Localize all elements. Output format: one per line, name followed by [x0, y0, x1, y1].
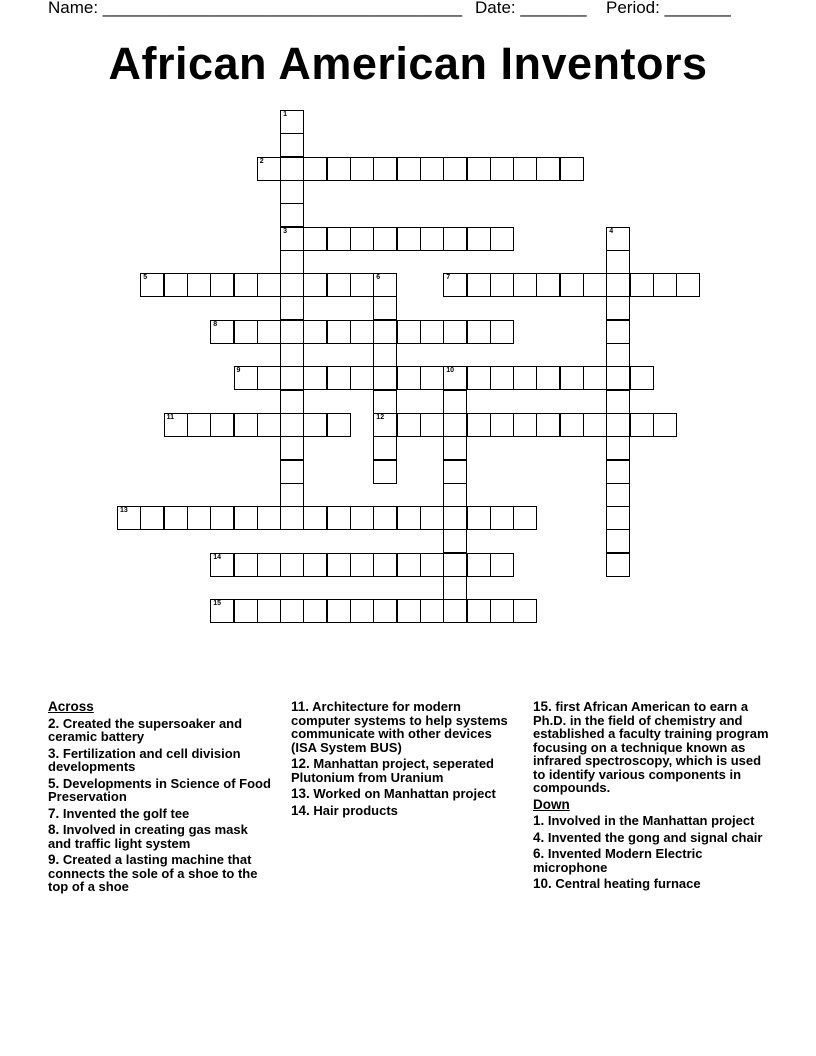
crossword-cell[interactable]	[490, 157, 514, 181]
crossword-cell[interactable]	[513, 366, 537, 390]
clue-number-label: 6	[376, 274, 381, 282]
crossword-cell[interactable]	[560, 413, 584, 437]
crossword-cell[interactable]	[420, 506, 444, 530]
clue-number: 7.	[48, 805, 60, 821]
crossword-cell[interactable]	[350, 273, 374, 297]
crossword-cell[interactable]	[653, 413, 677, 437]
crossword-cell[interactable]	[443, 227, 467, 251]
down-heading: Down	[533, 796, 570, 812]
crossword-cell[interactable]	[257, 506, 281, 530]
crossword-cell[interactable]	[467, 599, 491, 623]
crossword-cell[interactable]	[420, 553, 444, 577]
period-field[interactable]: Period: _______	[606, 0, 731, 17]
crossword-cell[interactable]	[280, 460, 304, 484]
crossword-cell[interactable]	[373, 506, 397, 530]
crossword-cell[interactable]	[606, 390, 630, 414]
crossword-cell[interactable]	[606, 506, 630, 530]
clue-text: Central heating furnace	[551, 876, 701, 891]
clue-number: 3.	[48, 745, 60, 761]
clue-number-label: 4	[609, 227, 614, 235]
crossword-cell[interactable]	[397, 413, 421, 437]
crossword-cell[interactable]	[303, 366, 327, 390]
clue-number-label: 9	[236, 367, 241, 375]
crossword-cell[interactable]	[420, 227, 444, 251]
crossword-cell[interactable]	[560, 157, 584, 181]
crossword-cell[interactable]	[630, 366, 654, 390]
crossword-cell[interactable]	[210, 599, 234, 623]
crossword-cell[interactable]	[257, 273, 281, 297]
crossword-cell[interactable]	[513, 506, 537, 530]
crossword-cell[interactable]	[630, 413, 654, 437]
clue-number: 15.	[533, 699, 552, 714]
clue-item	[291, 700, 516, 754]
crossword-cell[interactable]	[467, 320, 491, 344]
crossword-cell[interactable]	[443, 529, 467, 553]
crossword-cell[interactable]	[583, 366, 607, 390]
clue-number-label: 15	[213, 600, 221, 608]
clue-number-label: 12	[376, 413, 385, 421]
crossword-cell[interactable]	[280, 273, 304, 297]
crossword-cell[interactable]	[536, 413, 560, 437]
crossword-cell[interactable]	[443, 553, 467, 577]
crossword-cell[interactable]	[513, 599, 537, 623]
crossword-cell[interactable]	[234, 320, 258, 344]
crossword-cell[interactable]	[187, 273, 211, 297]
clue-item	[533, 700, 771, 795]
crossword-cell[interactable]	[350, 227, 374, 251]
clue-number: 6.	[533, 846, 545, 861]
crossword-cell[interactable]	[630, 273, 654, 297]
crossword-cell[interactable]	[280, 157, 304, 181]
crossword-cell[interactable]	[234, 413, 258, 437]
crossword-cell[interactable]	[606, 227, 630, 251]
crossword-cell[interactable]	[443, 273, 467, 297]
crossword-cell[interactable]	[327, 413, 351, 437]
crossword-cell[interactable]	[280, 343, 304, 367]
crossword-cell[interactable]	[164, 273, 188, 297]
crossword-cell[interactable]	[606, 436, 630, 460]
crossword-cell[interactable]	[373, 366, 397, 390]
crossword-cell[interactable]	[560, 366, 584, 390]
clue-number-label: 1	[283, 111, 287, 118]
crossword-cell[interactable]	[490, 413, 514, 437]
crossword-cell[interactable]	[280, 180, 304, 204]
crossword-cell[interactable]	[350, 506, 374, 530]
crossword-cell[interactable]	[443, 390, 467, 414]
crossword-cell[interactable]	[280, 227, 304, 251]
crossword-cell[interactable]	[210, 506, 234, 530]
crossword-cell[interactable]	[513, 413, 537, 437]
crossword-cell[interactable]	[140, 273, 164, 297]
clue-item	[291, 757, 516, 784]
crossword-cell[interactable]	[280, 133, 304, 157]
crossword-cell[interactable]	[443, 366, 467, 390]
crossword-cell[interactable]	[327, 599, 351, 623]
crossword-cell[interactable]	[280, 366, 304, 390]
crossword-cell[interactable]	[280, 506, 304, 530]
crossword-cell[interactable]	[280, 110, 304, 134]
crossword-cell[interactable]	[397, 320, 421, 344]
clue-text: first African American to earn a Ph.D. in the field of chemistry and established a faculty training program focusing on a technique known as infrared spectroscopy, which is used to identify various components in compounds.	[533, 699, 769, 795]
crossword-cell[interactable]	[187, 413, 211, 437]
crossword-cell[interactable]	[327, 553, 351, 577]
clue-number: 11.	[291, 699, 310, 714]
crossword-cell[interactable]	[280, 436, 304, 460]
crossword-cell[interactable]	[280, 320, 304, 344]
crossword-cell[interactable]	[350, 366, 374, 390]
crossword-cell[interactable]	[536, 273, 560, 297]
crossword-cell[interactable]	[467, 227, 491, 251]
crossword-cell[interactable]	[606, 413, 630, 437]
crossword-cell[interactable]	[397, 506, 421, 530]
crossword-cell[interactable]	[373, 390, 397, 414]
crossword-cell[interactable]	[280, 390, 304, 414]
clue-number-label: 11	[166, 413, 174, 421]
crossword-cell[interactable]	[303, 413, 327, 437]
crossword-cell[interactable]	[560, 273, 584, 297]
crossword-cell[interactable]	[583, 413, 607, 437]
date-field[interactable]: Date: _______	[475, 0, 587, 17]
crossword-cell[interactable]	[420, 157, 444, 181]
crossword-cell[interactable]	[303, 273, 327, 297]
crossword-cell[interactable]	[397, 157, 421, 181]
crossword-cell[interactable]	[373, 227, 397, 251]
crossword-cell[interactable]	[234, 273, 258, 297]
crossword-cell[interactable]	[606, 343, 630, 367]
crossword-cell[interactable]	[303, 157, 327, 181]
crossword-cell[interactable]	[164, 413, 188, 437]
crossword-cell[interactable]	[443, 576, 467, 600]
crossword-cell[interactable]	[606, 529, 630, 553]
crossword-cell[interactable]	[373, 460, 397, 484]
crossword-cell[interactable]	[234, 553, 258, 577]
clue-number-label: 14	[213, 553, 221, 561]
crossword-cell[interactable]	[443, 157, 467, 181]
crossword-cell[interactable]	[350, 553, 374, 577]
clue-text: Hair products	[309, 802, 398, 818]
clues-column-1	[48, 700, 273, 897]
crossword-cell[interactable]	[327, 320, 351, 344]
clue-number-label: 10	[446, 367, 454, 375]
clues-column-2	[291, 700, 516, 820]
crossword-cell[interactable]	[513, 273, 537, 297]
crossword-cell[interactable]	[117, 506, 141, 530]
clue-text: Developments in Science of Food Preservation	[48, 775, 271, 804]
crossword-cell[interactable]	[280, 250, 304, 274]
clue-text: Invented the gong and signal chair	[544, 829, 763, 845]
crossword-cell[interactable]	[490, 273, 514, 297]
crossword-cell[interactable]	[490, 506, 514, 530]
clue-number: 5.	[48, 775, 60, 791]
crossword-cell[interactable]	[140, 506, 164, 530]
clue-number: 10.	[533, 876, 552, 891]
clue-number: 1.	[533, 813, 545, 828]
crossword-cell[interactable]	[303, 599, 327, 623]
clue-number: 9.	[48, 852, 60, 867]
crossword-cell[interactable]	[606, 296, 630, 320]
crossword-cell[interactable]	[280, 296, 304, 320]
crossword-cell[interactable]	[653, 273, 677, 297]
crossword-cell[interactable]	[373, 157, 397, 181]
crossword-cell[interactable]	[490, 553, 514, 577]
crossword-cell[interactable]	[303, 320, 327, 344]
clue-item	[48, 853, 273, 894]
crossword-cell[interactable]	[490, 366, 514, 390]
crossword-cell[interactable]	[443, 506, 467, 530]
crossword-cell[interactable]	[676, 273, 700, 297]
crossword-cell[interactable]	[606, 553, 630, 577]
clue-number: 14.	[291, 802, 310, 818]
crossword-cell[interactable]	[280, 599, 304, 623]
crossword-cell[interactable]	[257, 599, 281, 623]
crossword-cell[interactable]	[234, 366, 258, 390]
crossword-cell[interactable]	[606, 273, 630, 297]
clue-text: Created the supersoaker and ceramic battery	[48, 715, 243, 744]
crossword-cell[interactable]	[210, 413, 234, 437]
clue-item	[48, 747, 273, 774]
crossword-cell[interactable]	[443, 460, 467, 484]
crossword-cell[interactable]	[373, 320, 397, 344]
crossword-cell[interactable]	[490, 227, 514, 251]
crossword-cell[interactable]	[397, 227, 421, 251]
crossword-cell[interactable]	[327, 506, 351, 530]
crossword-cell[interactable]	[467, 553, 491, 577]
crossword-cell[interactable]	[303, 506, 327, 530]
across-heading: Across	[48, 699, 94, 714]
clue-item	[533, 831, 771, 845]
crossword-cell[interactable]	[606, 320, 630, 344]
clue-number-label: 8	[213, 320, 218, 328]
clue-number: 2.	[48, 715, 60, 731]
crossword-cell[interactable]	[467, 506, 491, 530]
crossword-cell[interactable]	[536, 366, 560, 390]
crossword-cell[interactable]	[420, 413, 444, 437]
clue-item	[48, 717, 273, 744]
crossword-cell[interactable]	[234, 506, 258, 530]
clue-text: Worked on Manhattan project	[309, 786, 496, 801]
clue-text: Architecture for modern computer systems to help systems communicate with other devices (ISA System BUS)	[291, 699, 508, 755]
crossword-cell[interactable]	[443, 599, 467, 623]
clue-text: Involved in the Manhattan project	[544, 813, 755, 828]
clue-text: Invented the golf tee	[59, 805, 190, 821]
crossword-cell[interactable]	[327, 227, 351, 251]
page-title: African American Inventors	[108, 38, 708, 89]
crossword-cell[interactable]	[257, 366, 281, 390]
clues-column-3	[533, 700, 771, 894]
clue-text: Fertilization and cell division developments	[48, 745, 241, 774]
crossword-cell[interactable]	[187, 506, 211, 530]
crossword-cell[interactable]	[327, 157, 351, 181]
crossword-cell[interactable]	[490, 599, 514, 623]
crossword-cell[interactable]	[303, 553, 327, 577]
crossword-cell[interactable]	[280, 553, 304, 577]
crossword-cell[interactable]	[513, 157, 537, 181]
crossword-cell[interactable]	[164, 506, 188, 530]
clue-item	[291, 804, 516, 818]
crossword-cell[interactable]	[373, 413, 397, 437]
crossword-cell[interactable]	[420, 599, 444, 623]
crossword-cell[interactable]	[467, 413, 491, 437]
crossword-cell[interactable]	[373, 273, 397, 297]
clue-item	[533, 847, 771, 874]
crossword-cell[interactable]	[443, 483, 467, 507]
crossword-cell[interactable]	[467, 157, 491, 181]
crossword-cell[interactable]	[303, 227, 327, 251]
clue-number-label: 13	[120, 507, 128, 515]
crossword-cell[interactable]	[606, 483, 630, 507]
crossword-cell[interactable]	[420, 366, 444, 390]
clue-number: 8.	[48, 822, 60, 837]
crossword-cell[interactable]	[397, 553, 421, 577]
crossword-cell[interactable]	[443, 320, 467, 344]
crossword-cell[interactable]	[420, 320, 444, 344]
crossword-cell[interactable]	[327, 366, 351, 390]
crossword-cell[interactable]	[467, 366, 491, 390]
clue-item	[533, 814, 771, 828]
crossword-cell[interactable]	[257, 157, 281, 181]
crossword-cell[interactable]	[373, 599, 397, 623]
crossword-cell[interactable]	[210, 320, 234, 344]
clue-number-label: 3	[283, 227, 287, 235]
crossword-cell[interactable]	[373, 296, 397, 320]
clue-text: Created a lasting machine that connects the sole of a shoe to the top of a shoe	[48, 852, 258, 894]
crossword-cell[interactable]	[583, 273, 607, 297]
clue-number-label: 5	[143, 274, 148, 282]
crossword-cell[interactable]	[490, 320, 514, 344]
clue-item	[48, 777, 273, 804]
clue-number: 13.	[291, 786, 310, 801]
clue-item	[533, 877, 771, 891]
clue-item	[48, 807, 273, 821]
crossword-cell[interactable]	[373, 436, 397, 460]
crossword-cell[interactable]	[257, 413, 281, 437]
crossword-cell[interactable]	[373, 343, 397, 367]
crossword-cell[interactable]	[234, 599, 258, 623]
crossword-cell[interactable]	[350, 320, 374, 344]
crossword-cell[interactable]	[397, 366, 421, 390]
clue-text: Involved in creating gas mask and traffic light system	[48, 822, 248, 851]
clue-number: 12.	[291, 756, 310, 771]
crossword-cell[interactable]	[257, 320, 281, 344]
crossword-cell[interactable]	[350, 599, 374, 623]
clue-number-label: 7	[446, 274, 451, 282]
name-field[interactable]: Name: ______________________________________	[48, 0, 463, 17]
clue-text: Invented Modern Electric microphone	[533, 846, 703, 875]
crossword-cell[interactable]	[467, 273, 491, 297]
crossword-cell[interactable]	[373, 553, 397, 577]
crossword-cell[interactable]	[443, 436, 467, 460]
crossword-cell[interactable]	[443, 413, 467, 437]
clue-text: Manhattan project, seperated Plutonium from Uranium	[291, 756, 494, 785]
crossword-cell[interactable]	[280, 483, 304, 507]
crossword-cell[interactable]	[606, 460, 630, 484]
crossword-cell[interactable]	[327, 273, 351, 297]
crossword-cell[interactable]	[280, 203, 304, 227]
crossword-cell[interactable]	[397, 599, 421, 623]
crossword-cell[interactable]	[257, 553, 281, 577]
crossword-cell[interactable]	[280, 413, 304, 437]
crossword-cell[interactable]	[210, 273, 234, 297]
crossword-cell[interactable]	[350, 157, 374, 181]
crossword-cell[interactable]	[606, 366, 630, 390]
crossword-cell[interactable]	[210, 553, 234, 577]
clue-item	[291, 787, 516, 801]
clue-number-label: 2	[259, 157, 264, 165]
clue-item	[48, 823, 273, 850]
crossword-cell[interactable]	[606, 250, 630, 274]
clue-number: 4.	[533, 829, 545, 845]
crossword-cell[interactable]	[536, 157, 560, 181]
